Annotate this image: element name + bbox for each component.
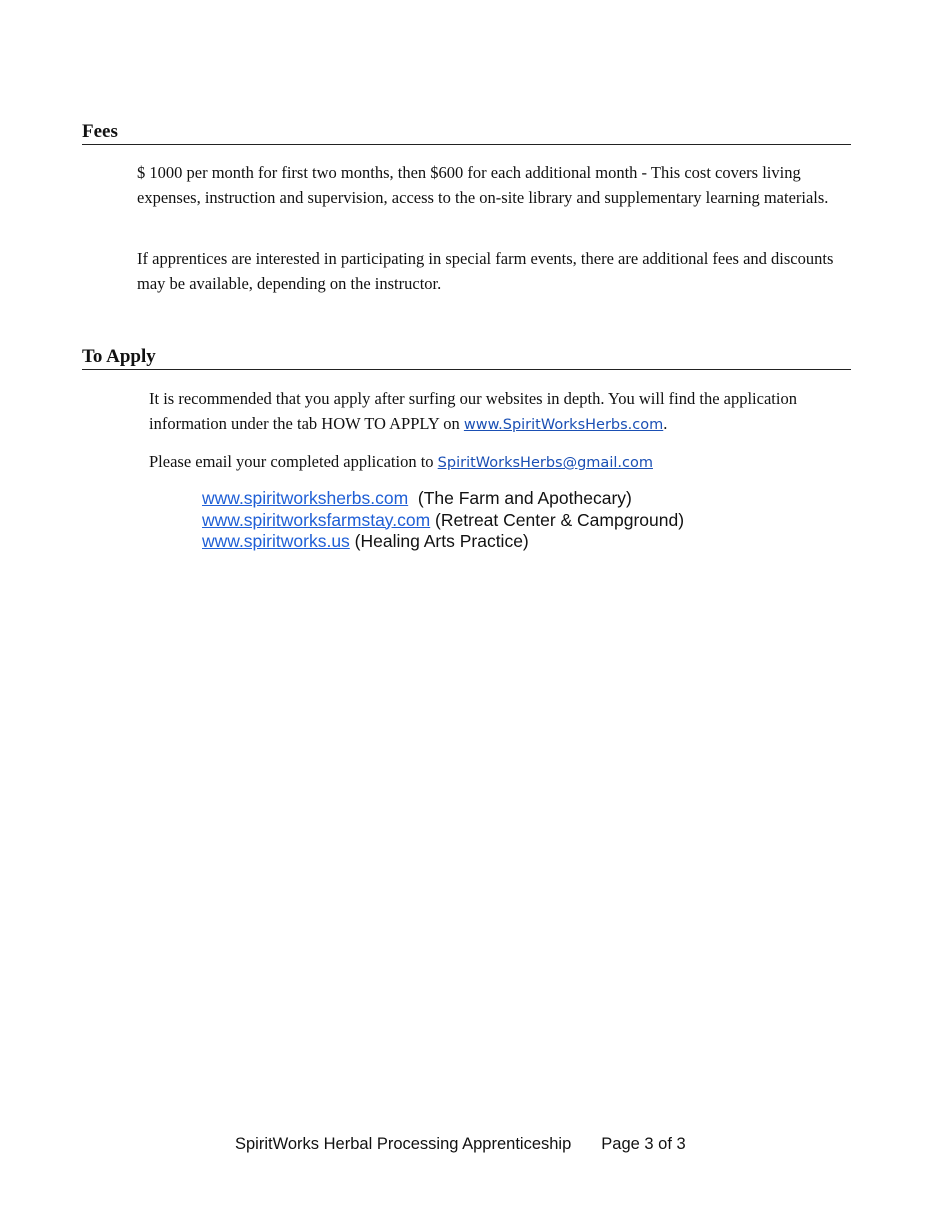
apply-paragraph-2-text: Please email your completed application to xyxy=(149,452,438,471)
website-link-farmstay[interactable]: www.spiritworksfarmstay.com xyxy=(202,509,431,530)
fees-paragraph-1: $ 1000 per month for first two months, then $600 for each additional month - This cost covers living expenses, instruction and supervision, access to the on-site library and supplementary learning materials. xyxy=(137,163,829,207)
website-desc-farmstay: (Retreat Center & Campground) xyxy=(430,509,685,530)
fees-heading: Fees xyxy=(82,121,851,145)
apply-paragraph-1-end: . xyxy=(663,413,668,433)
to-apply-heading: To Apply xyxy=(82,346,851,370)
website-row xyxy=(202,531,684,553)
website-desc-herbs: (The Farm and Apothecary) xyxy=(408,488,632,508)
website-link-herbs[interactable]: www.spiritworksherbs.com xyxy=(202,488,409,508)
spiritworks-herbs-link[interactable]: www.SpiritWorksHerbs.com xyxy=(463,416,664,433)
fees-paragraph-2: If apprentices are interested in participating in special farm events, there are additional fees and discounts may be available, depending on the instructor. xyxy=(137,249,834,293)
apply-paragraph-1-text: It is recommended that you apply after surfing our websites in depth. You will find the application information under the tab HOW TO APPLY on xyxy=(149,389,797,433)
page-footer xyxy=(235,1135,686,1154)
website-row xyxy=(202,510,684,532)
page-number: Page 3 of 3 xyxy=(601,1135,686,1153)
email-link[interactable]: SpiritWorksHerbs@gmail.com xyxy=(437,455,653,471)
website-desc-healing-arts: (Healing Arts Practice) xyxy=(349,531,529,551)
apply-paragraph-2 xyxy=(149,450,839,476)
website-link-healing-arts[interactable]: www.spiritworks.us xyxy=(202,531,350,551)
apply-paragraph-1 xyxy=(149,387,839,437)
website-list xyxy=(202,488,684,553)
footer-title: SpiritWorks Herbal Processing Apprenticeship xyxy=(235,1135,572,1153)
website-row xyxy=(202,488,684,510)
